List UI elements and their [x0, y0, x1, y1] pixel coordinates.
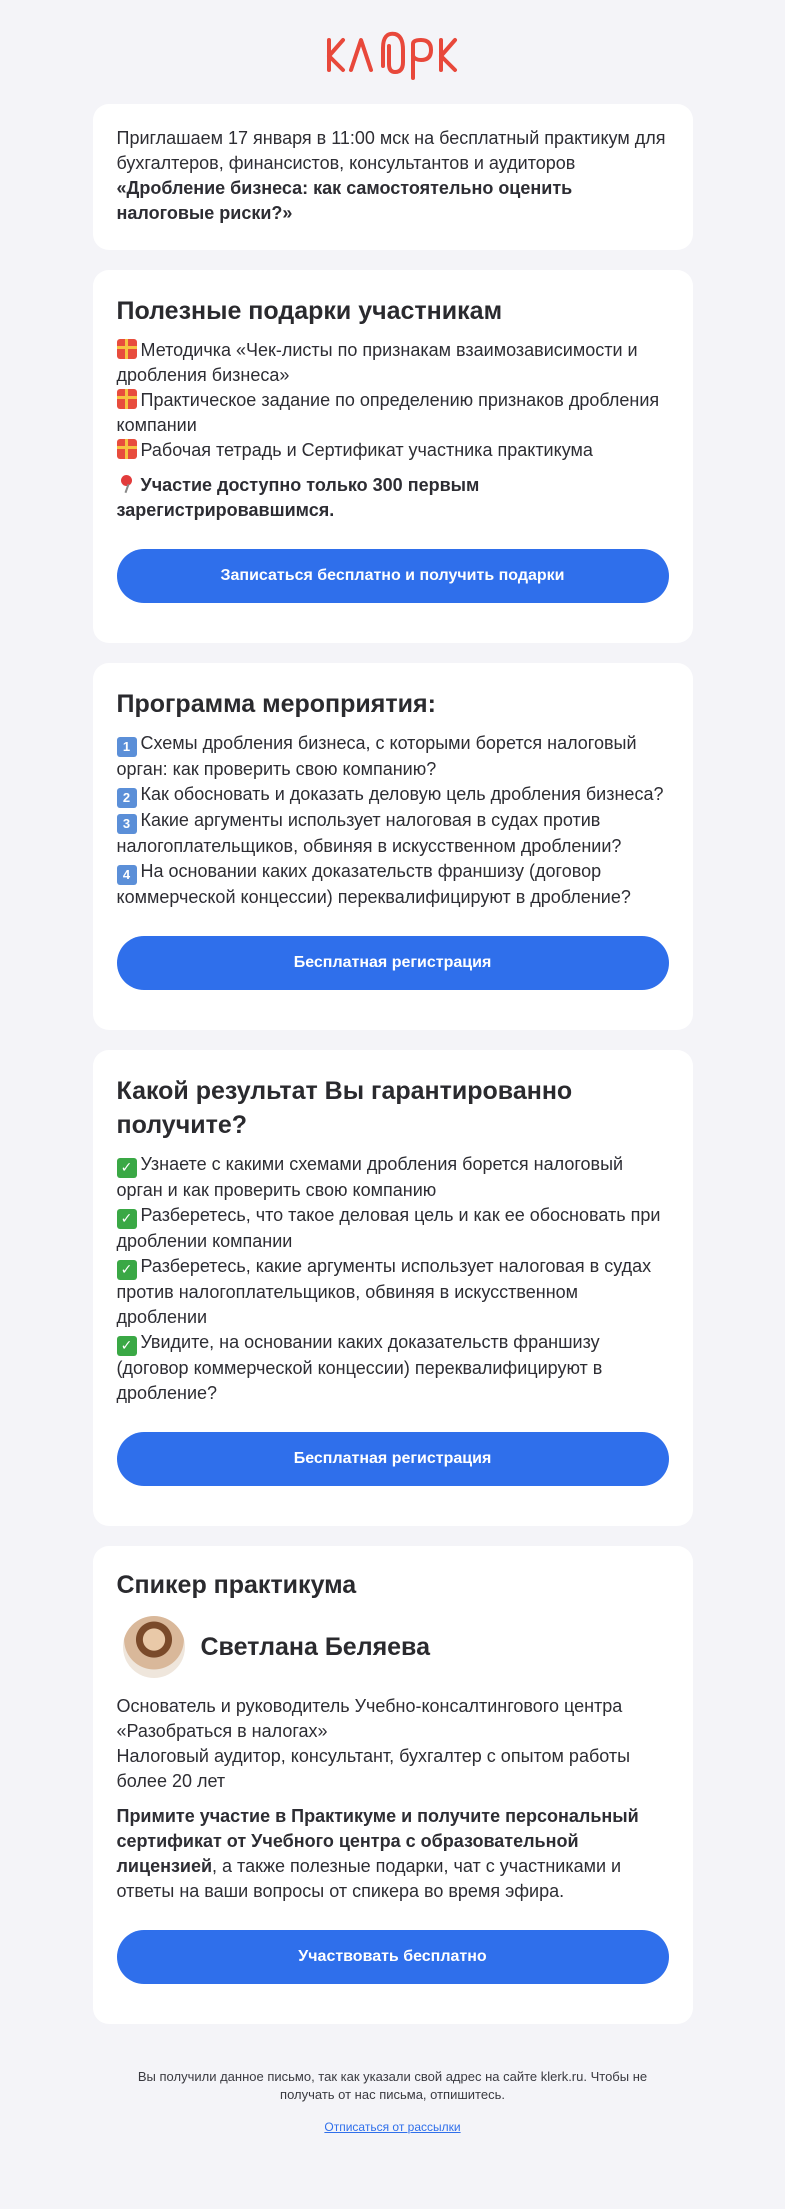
result-item-text: Разберетесь, что такое деловая цель и как ее обосновать при дроблении компании [116, 1205, 661, 1251]
gift-icon [117, 439, 137, 459]
check-mark-icon: ✓ [117, 1336, 137, 1356]
email-body [93, 0, 693, 2136]
result-item-text: Узнаете с какими схемами дробления борется налоговый орган и как проверить свою компанию [116, 1154, 624, 1200]
klerk-logo[interactable] [93, 0, 693, 104]
email-footer [93, 2044, 693, 2136]
speaker-bio: Основатель и руководитель Учебно-консалтингового центра «Разобраться в налогах» [116, 1696, 623, 1741]
result-title: Какой результат Вы гарантированно получите? [116, 1077, 573, 1139]
result-item [117, 1254, 669, 1330]
result-card [93, 1050, 693, 1526]
gift-item [117, 438, 669, 463]
unsubscribe-link[interactable]: Отписаться от рассылки [324, 2120, 461, 2134]
keycap-3-icon: 3 [117, 814, 137, 834]
check-mark-icon: ✓ [117, 1209, 137, 1229]
gift-icon [117, 389, 137, 409]
gifts-title: Полезные подарки участникам [116, 297, 503, 325]
result-list [117, 1152, 669, 1406]
keycap-2-icon: 2 [117, 788, 137, 808]
program-item-text: На основании каких доказательств франшизу (договор коммерческой концессии) переквалифицируют в дробление? [116, 861, 631, 907]
speaker-card [93, 1546, 693, 2024]
klerk-logo-icon [323, 26, 463, 84]
check-mark-icon: ✓ [117, 1260, 137, 1280]
result-item [117, 1203, 669, 1254]
program-title: Программа мероприятия: [116, 690, 436, 718]
program-item [117, 731, 669, 782]
free-registration-button[interactable]: Бесплатная регистрация [117, 936, 669, 990]
speaker-header [117, 1616, 669, 1678]
program-item [117, 808, 669, 859]
footer-text: Вы получили данное письмо, так как указали свой адрес на сайте klerk.ru. Чтобы не получать от нас письма, отпишитесь. [137, 2069, 648, 2102]
speaker-cta [117, 1804, 669, 1904]
program-item-text: Схемы дробления бизнеса, с которыми борется налоговый орган: как проверить свою компанию? [116, 733, 637, 779]
result-item-text: Разберетесь, какие аргументы использует налоговая в судах против налогоплательщиков, обвиняя в искусственном дроблении [116, 1256, 652, 1327]
keycap-1-icon: 1 [117, 737, 137, 757]
gift-item-text: Практическое задание по определению признаков дробления компании [116, 390, 660, 435]
program-item-text: Как обосновать и доказать деловую цель дробления бизнеса? [140, 784, 664, 804]
intro-invitation: Приглашаем 17 января в 11:00 мск на бесплатный практикум для бухгалтеров, финансистов, консультантов и аудиторов [116, 128, 666, 173]
gift-item [117, 388, 669, 438]
keycap-4-icon: 4 [117, 865, 137, 885]
result-item-text: Увидите, на основании каких доказательств франшизу (договор коммерческой концессии) переквалифицируют в дробление? [116, 1332, 603, 1403]
gift-item [117, 338, 669, 388]
program-item [117, 859, 669, 910]
participation-note [117, 473, 669, 523]
free-registration-button[interactable]: Бесплатная регистрация [117, 1432, 669, 1486]
gift-icon [117, 339, 137, 359]
check-mark-icon: ✓ [117, 1158, 137, 1178]
speaker-cta-rest: , а также полезные подарки, чат с участниками и ответы на ваши вопросы от спикера во время эфира. [116, 1856, 622, 1901]
gifts-list [117, 338, 669, 463]
program-list [117, 731, 669, 910]
result-item [117, 1152, 669, 1203]
program-card [93, 663, 693, 1030]
speaker-name: Светлана Беляева [200, 1632, 431, 1661]
gift-item-text: Методичка «Чек-листы по признакам взаимозависимости и дробления бизнеса» [116, 340, 638, 385]
register-get-gifts-button[interactable]: Записаться бесплатно и получить подарки [117, 549, 669, 603]
result-item [117, 1330, 669, 1406]
pushpin-icon [117, 474, 137, 494]
gift-item-text: Рабочая тетрадь и Сертификат участника практикума [140, 440, 593, 460]
speaker-avatar [123, 1616, 185, 1678]
intro-card [93, 104, 693, 250]
speaker-cta-bold: Примите участие в Практикуме и получите персональный сертификат от Учебного центра с образовательной лицензией [116, 1806, 639, 1876]
speaker-experience: Налоговый аудитор, консультант, бухгалтер с опытом работы более 20 лет [116, 1746, 631, 1791]
program-item [117, 782, 669, 808]
gifts-card [93, 270, 693, 643]
intro-text [117, 126, 669, 226]
participation-note-text: Участие доступно только 300 первым зарегистрировавшимся. [116, 475, 480, 520]
program-item-text: Какие аргументы использует налоговая в судах против налогоплательщиков, обвиняя в искусственном дроблении? [116, 810, 622, 856]
intro-event-title: «Дробление бизнеса: как самостоятельно оценить налоговые риски?» [116, 178, 573, 223]
participate-free-button[interactable]: Участвовать бесплатно [117, 1930, 669, 1984]
speaker-section-title: Спикер практикума [116, 1571, 357, 1599]
